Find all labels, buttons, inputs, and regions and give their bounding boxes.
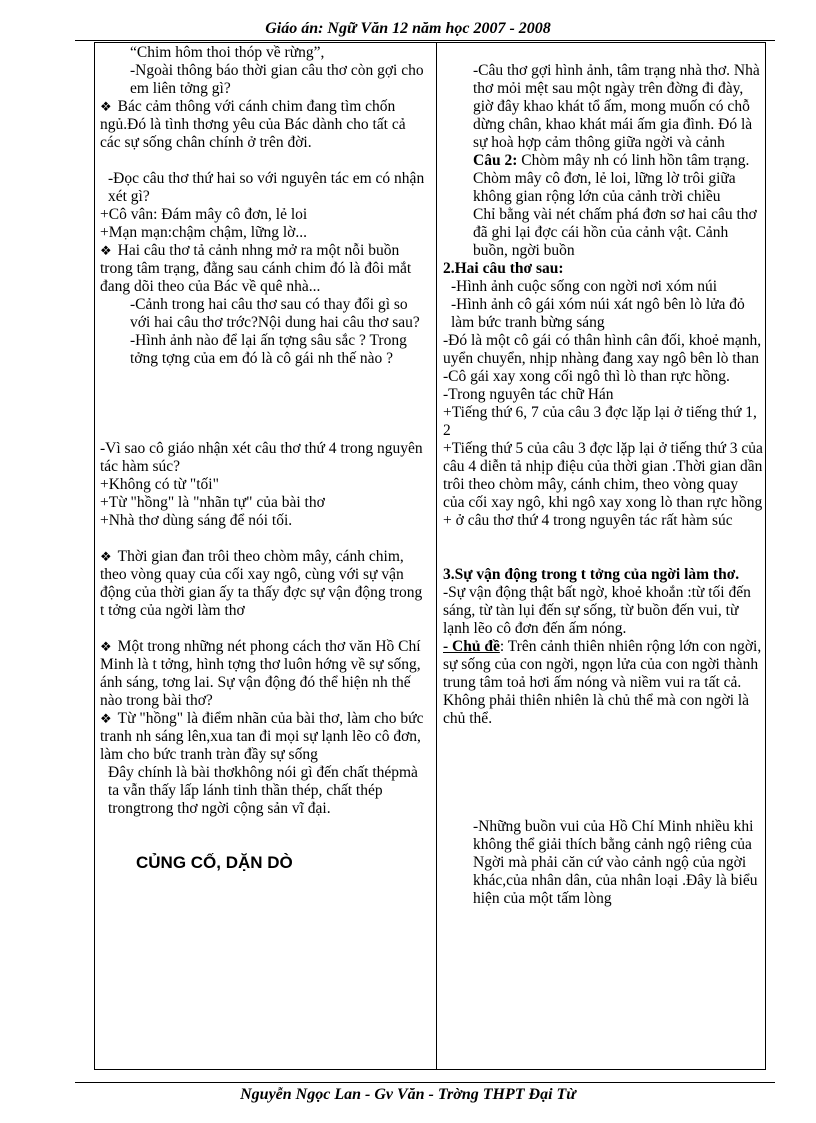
right-paragraph: -Hình ảnh cô gái xóm núi xát ngô bên lò lửa đỏ làm bức tranh bừng sáng <box>451 296 745 331</box>
right-paragraph: -Những buồn vui của Hồ Chí Minh nhiều khi không thể giải thích bằng cảnh ngộ riêng của Ngời mà phải căn cứ vào cảnh ngộ của ngời khác,của nhân dân, của nhân loại .Đây là biểu hiện của một tấm lòng <box>473 818 758 907</box>
left-paragraph: “Chim hôm thoi thóp về rừng”, <box>130 44 325 61</box>
left-paragraph: -Đọc câu thơ thứ hai so với nguyên tác em có nhận xét gì? <box>108 170 425 205</box>
left-paragraph: -Ngoài thông báo thời gian câu thơ còn gợi cho em liên tởng gì? <box>130 62 424 97</box>
left-paragraph: +Cô vân: Đám mây cô đơn, lẻ loi <box>100 206 308 223</box>
left-paragraph: -Vì sao cô giáo nhận xét câu thơ thứ 4 trong nguyên tác hàm súc? <box>100 440 423 475</box>
page-header: Giáo án: Ngữ Văn 12 năm học 2007 - 2008 <box>265 20 551 37</box>
left-paragraph: ❖ Một trong những nét phong cách thơ văn Hồ Chí Minh là t tởng, hình tợng thơ luôn hớng về sự sống, ánh sáng, tơng lai. Sự vận động đó thể hiện nh thế nào trong bài thơ? <box>100 638 430 710</box>
spacer <box>443 764 763 782</box>
left-paragraph: -Hình ảnh nào để lại ấn tợng sâu sắc ? Trong tởng tợng của em đó là cô gái nh thế nào ? <box>130 332 407 367</box>
left-paragraph: ❖ Bác cảm thông với cánh chim đang tìm chốn ngủ.Đó là tình thơng yêu của Bác dành cho tất cả các sự sống chân chính ở trên đời. <box>100 98 430 152</box>
paragraph-text: : Trên cảnh thiên nhiên rộng lớn con ngời, sự sống của con ngời, ngọn lửa của con ngời thành trung tâm toả hơi ấm nóng và niềm vui ra tất cả. Không phải thiên nhiên là chủ thể mà con ngời là chủ thể. <box>443 638 762 727</box>
right-paragraph: +Tiếng thứ 5 của câu 3 đợc lặp lại ở tiếng thứ 3 của câu 4 diễn tả nhịp điệu của thời gian .Thời gian dần trôi theo chòm mây, cánh chim, theo vòng quay của cối xay ngô, khi ngô xay xong lò than rực hồng <box>443 440 763 511</box>
spacer <box>100 422 430 440</box>
right-paragraph: -Cô gái xay xong cối ngô thì lò than rực hồng. <box>443 368 730 385</box>
left-paragraph: ❖ Từ "hồng" là điểm nhãn của bài thơ, làm cho bức tranh nh sáng lên,xua tan đi mọi sự lạnh lẽo cô đơn, làm cho bức tranh tràn đầy sự sống <box>100 710 430 764</box>
spacer <box>100 404 430 422</box>
right-paragraph <box>443 152 763 206</box>
spacer <box>443 728 763 746</box>
right-paragraph: 3.Sự vận động trong t tởng của ngời làm thơ. <box>443 566 740 583</box>
page-footer: Nguyễn Ngọc Lan - Gv Văn - Trờng THPT Đại Từ <box>240 1086 576 1103</box>
right-paragraph: -Câu thơ gợi hình ảnh, tâm trạng nhà thơ. Nhà thơ mỏi mệt sau một ngày trên đờng đi đày, giờ đây khao khát tổ ấm, mong muốn có chỗ dừng chân, khao khát mái ấm gia đình. Đó là sự hoà hợp cảm thông giữa ngời và cảnh <box>473 62 760 151</box>
spacer <box>443 530 763 548</box>
header-rule <box>75 40 775 41</box>
left-paragraph: +Mạn mạn:chậm chậm, lững lờ... <box>100 224 307 241</box>
right-paragraph: 2.Hai câu thơ sau: <box>443 260 564 277</box>
spacer <box>443 782 763 800</box>
spacer <box>443 548 763 566</box>
left-paragraph: +Từ "hồng" là "nhãn tự" của bài thơ <box>100 494 325 511</box>
left-paragraph: CỦNG CỐ, DẶN DÒ <box>136 853 293 872</box>
spacer <box>100 836 430 854</box>
right-paragraph: +Tiếng thứ 6, 7 của câu 3 đợc lặp lại ở tiếng thứ 1, 2 <box>443 404 757 439</box>
left-paragraph: ❖ Thời gian đan trôi theo chòm mây, cánh chim, theo vòng quay của cối xay ngô, cùng với sự vận động của thời gian ấy ta thấy đợc sự vận động trong t tởng của ngời làm thơ <box>100 548 430 620</box>
right-paragraph <box>443 638 763 728</box>
left-column <box>100 44 430 872</box>
spacer <box>100 368 430 386</box>
spacer <box>100 620 430 638</box>
paragraph-text: Chòm mây nh có linh hồn tâm trạng. Chòm mây cô đơn, lẻ loi, lững lờ trôi giữa không gian rộng lớn của cảnh trời chiều <box>473 152 750 205</box>
spacer <box>100 818 430 836</box>
left-paragraph: Đây chính là bài thơkhông nói gì đến chất thépmà ta vẫn thấy lấp lánh tinh thần thép, chất thép trongtrong thơ ngời cộng sản vĩ đại. <box>108 764 418 817</box>
spacer <box>100 152 430 170</box>
right-column <box>443 62 763 908</box>
right-paragraph: -Đó là một cô gái có thân hình cân đối, khoẻ mạnh, uyển chuyển, nhịp nhàng đang xay ngô bên lò than <box>443 332 762 367</box>
spacer <box>100 530 430 548</box>
footer-rule <box>75 1082 775 1083</box>
right-paragraph: + ở câu thơ thứ 4 trong nguyên tác rất hàm súc <box>443 512 733 529</box>
right-paragraph: Chỉ bằng vài nét chấm phá đơn sơ hai câu thơ đã ghi lại đợc cái hồn của cảnh vật. Cảnh buồn, ngời buồn <box>473 206 757 259</box>
spacer <box>100 386 430 404</box>
left-paragraph: +Nhà thơ dùng sáng để nói tối. <box>100 512 293 529</box>
right-paragraph: -Sự vận động thật bất ngờ, khoẻ khoắn :từ tối đến sáng, từ tàn lụi đến sự sống, từ buồn đến vui, từ lạnh lẽo cô đơn đến ấm nóng. <box>443 584 751 637</box>
left-paragraph: +Không có từ "tối" <box>100 476 219 493</box>
left-paragraph: ❖ Hai câu thơ tả cảnh nhng mở ra một nỗi buồn trong tâm trạng, đằng sau cánh chim đó là đôi mắt đang dõi theo của Bác về quê nhà... <box>100 242 430 296</box>
spacer <box>443 800 763 818</box>
right-paragraph: -Hình ảnh cuộc sống con ngời nơi xóm núi <box>451 278 718 295</box>
spacer <box>443 746 763 764</box>
paragraph-label: Câu 2: <box>473 152 518 169</box>
paragraph-label: - Chủ đề <box>443 638 500 655</box>
column-divider <box>436 42 437 1070</box>
right-paragraph: -Trong nguyên tác chữ Hán <box>443 386 614 403</box>
left-paragraph: -Cảnh trong hai câu thơ sau có thay đổi gì so với hai câu thơ trớc?Nội dung hai câu thơ sau? <box>130 296 420 331</box>
